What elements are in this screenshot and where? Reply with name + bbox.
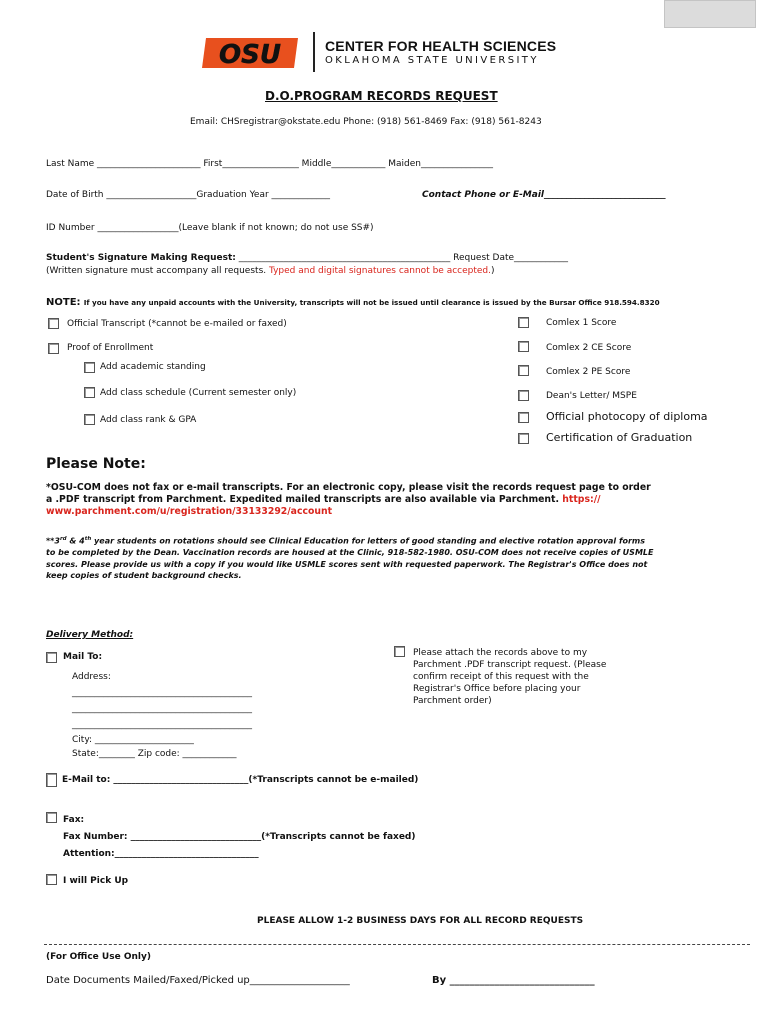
date-documents-field[interactable]: Date Documents Mailed/Faxed/Picked up____________________ bbox=[46, 975, 350, 986]
comlex2ce-checkbox[interactable] bbox=[518, 341, 529, 352]
signature-note-end: ) bbox=[491, 266, 495, 276]
proof-enrollment-label: Proof of Enrollment bbox=[67, 343, 154, 353]
contact-line: Email: CHSregistrar@okstate.edu Phone: (918) 561-8469 Fax: (918) 561-8243 bbox=[190, 117, 542, 127]
address-label: Address: bbox=[72, 672, 111, 682]
note-label: NOTE: bbox=[46, 297, 81, 308]
state-zip-field[interactable]: State:________ Zip code: ____________ bbox=[72, 749, 237, 759]
signature-label: Student's Signature Making Request: bbox=[46, 253, 236, 263]
logo-text: OSU bbox=[219, 40, 281, 70]
certification-checkbox[interactable] bbox=[518, 433, 529, 444]
p1-line2-text: a .PDF transcript from Parchment. Expedited mailed transcripts are also available via Parchment. bbox=[46, 494, 560, 505]
delivery-heading: Delivery Method: bbox=[46, 630, 134, 640]
fax-number-field[interactable]: Fax Number: _____________________________(*Transcripts cannot be faxed) bbox=[63, 832, 416, 842]
academic-standing-checkbox[interactable] bbox=[84, 362, 95, 373]
email-to-field[interactable]: E-Mail to: ______________________________(*Transcripts cannot be e-mailed) bbox=[62, 775, 419, 785]
office-use-divider bbox=[44, 944, 750, 945]
university-name: OKLAHOMA STATE UNIVERSITY bbox=[325, 55, 539, 66]
corner-gray-box bbox=[664, 0, 756, 28]
parchment-note-2: Parchment .PDF transcript request. (Please bbox=[413, 660, 607, 670]
please-note-p1-line2 bbox=[46, 494, 601, 505]
fax-label: Fax: bbox=[63, 815, 85, 825]
signature-note bbox=[46, 266, 495, 276]
name-fields[interactable]: Last Name _______________________ First_________________ Middle____________ Maiden________________ bbox=[46, 159, 494, 169]
parchment-note-4: Registrar's Office before placing your bbox=[413, 684, 581, 694]
dob-graduation-fields[interactable]: Date of Birth ____________________Graduation Year _____________ bbox=[46, 190, 331, 200]
org-name: CENTER FOR HEALTH SCIENCES bbox=[325, 38, 557, 54]
pickup-label: I will Pick Up bbox=[63, 876, 129, 886]
comlex1-label: Comlex 1 Score bbox=[546, 318, 617, 328]
mail-to-checkbox[interactable] bbox=[46, 652, 57, 663]
contact-phone-field[interactable]: Contact Phone or E-Mail___________________________ bbox=[422, 190, 666, 200]
address-line-3[interactable]: ________________________________________ bbox=[72, 720, 252, 730]
proof-enrollment-checkbox[interactable] bbox=[48, 343, 59, 354]
p2-line1-text: year students on rotations should see Clinical Education for letters of good standing and elective rotation approval forms bbox=[91, 536, 645, 546]
parchment-attach-checkbox[interactable] bbox=[394, 646, 405, 657]
attention-field[interactable]: Attention:________________________________ bbox=[63, 849, 259, 859]
class-rank-checkbox[interactable] bbox=[84, 414, 95, 425]
official-transcript-checkbox[interactable] bbox=[48, 318, 59, 329]
deans-letter-checkbox[interactable] bbox=[518, 390, 529, 401]
address-line-2[interactable]: ________________________________________ bbox=[72, 704, 252, 714]
id-number-field[interactable]: ID Number __________________(Leave blank if not known; do not use SS#) bbox=[46, 223, 374, 233]
parchment-link-part1[interactable]: https:// bbox=[562, 494, 601, 505]
osu-logo-icon bbox=[198, 34, 302, 72]
address-line-1[interactable]: ________________________________________ bbox=[72, 688, 252, 698]
diploma-checkbox[interactable] bbox=[518, 412, 529, 423]
p2-sup-rd: rd bbox=[59, 536, 67, 542]
p2-sup-th: th bbox=[84, 536, 92, 542]
parchment-note-3: confirm receipt of this request with the bbox=[413, 672, 589, 682]
diploma-label: Official photocopy of diploma bbox=[546, 410, 708, 423]
email-to-checkbox[interactable] bbox=[46, 773, 57, 787]
please-note-p2-line1 bbox=[46, 536, 645, 546]
class-rank-label: Add class rank & GPA bbox=[100, 415, 197, 425]
comlex2pe-label: Comlex 2 PE Score bbox=[546, 367, 631, 377]
class-schedule-checkbox[interactable] bbox=[84, 387, 95, 398]
signature-note-warning: Typed and digital signatures cannot be accepted. bbox=[269, 266, 491, 276]
official-transcript-label: Official Transcript (*cannot be e-mailed or faxed) bbox=[67, 319, 287, 329]
please-note-heading: Please Note: bbox=[46, 456, 146, 472]
parchment-note-1: Please attach the records above to my bbox=[413, 648, 588, 658]
comlex2pe-checkbox[interactable] bbox=[518, 365, 529, 376]
certification-label: Certification of Graduation bbox=[546, 431, 693, 444]
unpaid-note bbox=[46, 297, 660, 308]
deans-letter-label: Dean's Letter/ MSPE bbox=[546, 391, 637, 401]
office-use-label: (For Office Use Only) bbox=[46, 952, 151, 962]
mail-to-label: Mail To: bbox=[63, 652, 103, 662]
signature-line[interactable]: _______________________________________________ Request Date____________ bbox=[235, 253, 569, 263]
business-days-notice: PLEASE ALLOW 1-2 BUSINESS DAYS FOR ALL RECORD REQUESTS bbox=[257, 916, 584, 926]
page-title: D.O.PROGRAM RECORDS REQUEST bbox=[265, 89, 498, 103]
p2-star: **3 bbox=[46, 536, 60, 546]
signature-row[interactable] bbox=[46, 253, 568, 263]
by-field[interactable]: By _____________________________ bbox=[432, 975, 595, 986]
pickup-checkbox[interactable] bbox=[46, 874, 57, 885]
please-note-p2-line3: scores. Please provide us with a copy if you would like USMLE scores sent with requested paperwork. The Registrar's Office does not bbox=[46, 560, 648, 569]
comlex2ce-label: Comlex 2 CE Score bbox=[546, 343, 632, 353]
signature-note-text: (Written signature must accompany all requests. bbox=[46, 266, 267, 276]
parchment-note-5: Parchment order) bbox=[413, 696, 492, 706]
header-divider bbox=[313, 32, 315, 72]
academic-standing-label: Add academic standing bbox=[100, 362, 206, 372]
p2-and: & 4 bbox=[66, 536, 85, 546]
class-schedule-label: Add class schedule (Current semester only) bbox=[100, 388, 297, 398]
please-note-p1-line1: *OSU-COM does not fax or e-mail transcripts. For an electronic copy, please visit the records request page to order bbox=[46, 482, 651, 493]
parchment-link[interactable]: www.parchment.com/u/registration/33133292/account bbox=[46, 506, 333, 517]
fax-checkbox[interactable] bbox=[46, 812, 57, 823]
please-note-p2-line2: to be completed by the Dean. Vaccination records are housed at the Clinic, 918-582-1980. OSU-COM does not receive copies of USMLE bbox=[46, 548, 654, 557]
city-field[interactable]: City: ______________________ bbox=[72, 735, 194, 745]
note-text: If you have any unpaid accounts with the University, transcripts will not be issued until clearance is issued by the Bursar Office 918.594.8320 bbox=[83, 298, 660, 307]
comlex1-checkbox[interactable] bbox=[518, 317, 529, 328]
please-note-p2-line4: keep copies of student background checks. bbox=[46, 571, 242, 580]
